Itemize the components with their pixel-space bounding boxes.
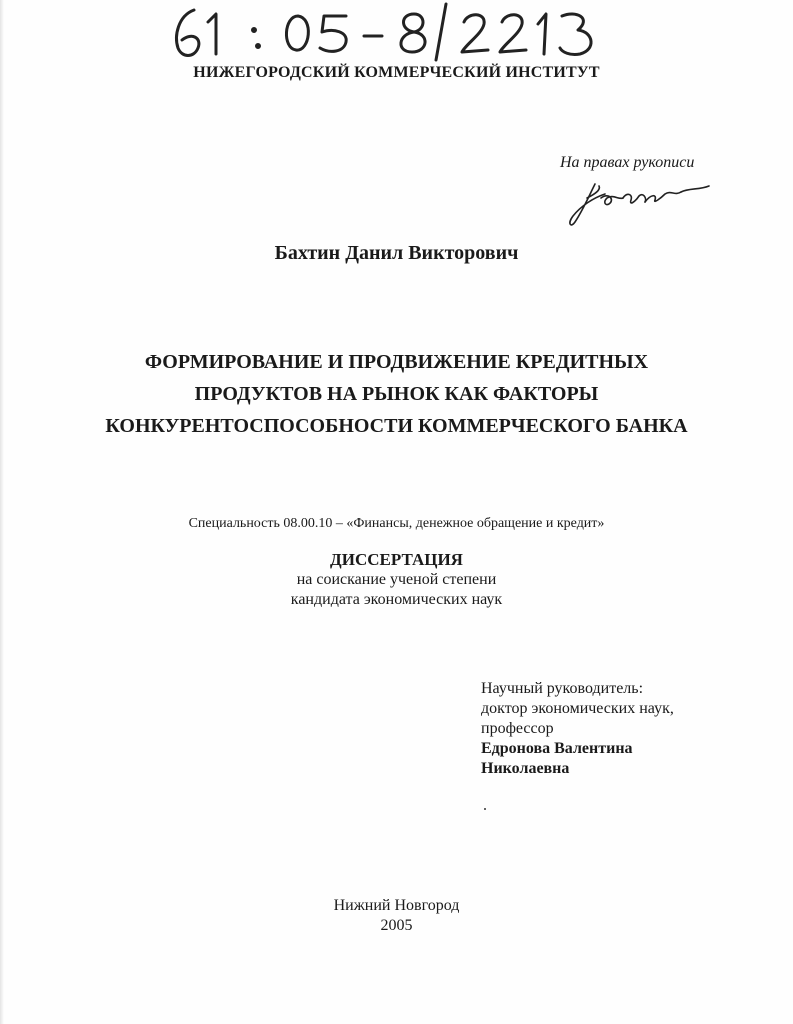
supervisor-block xyxy=(481,679,674,779)
scan-edge xyxy=(0,0,4,1024)
supervisor-label: Научный руководитель: xyxy=(481,680,644,697)
supervisor-degree: доктор экономических наук, xyxy=(481,700,674,717)
supervisor-name-line-2: Николаевна xyxy=(481,760,570,777)
specialty-line: Специальность 08.00.10 – «Финансы, денежное обращение и кредит» xyxy=(188,516,605,531)
scan-speck xyxy=(484,808,486,810)
archive-number-handwritten xyxy=(168,2,618,64)
degree-line-2: кандидата экономических наук xyxy=(290,591,503,608)
archive-number-drawing xyxy=(168,2,618,64)
title-line-2: ПРОДУКТОВ НА РЫНОК КАК ФАКТОРЫ xyxy=(194,383,599,405)
dissertation-type: ДИССЕРТАЦИЯ xyxy=(330,550,463,569)
institute-name: НИЖЕГОРОДСКИЙ КОММЕРЧЕСКИЙ ИНСТИТУТ xyxy=(193,64,600,81)
signature-drawing xyxy=(565,176,715,228)
footer-city: Нижний Новгород xyxy=(333,897,460,914)
footer-block xyxy=(0,896,793,936)
title-line-3: КОНКУРЕНТОСПОСОБНОСТИ КОММЕРЧЕСКОГО БАНКА xyxy=(105,415,688,437)
dissertation-title xyxy=(0,346,793,442)
dissertation-block xyxy=(0,550,793,610)
footer-year: 2005 xyxy=(380,917,413,934)
supervisor-rank: профессор xyxy=(481,720,554,737)
rights-label: На правах рукописи xyxy=(560,154,695,171)
degree-line-1: на соискание ученой степени xyxy=(296,571,497,588)
title-line-1: ФОРМИРОВАНИЕ И ПРОДВИЖЕНИЕ КРЕДИТНЫХ xyxy=(144,351,649,373)
author-name: Бахтин Данил Викторович xyxy=(274,242,519,264)
supervisor-name-line-1: Едронова Валентина xyxy=(481,740,633,757)
